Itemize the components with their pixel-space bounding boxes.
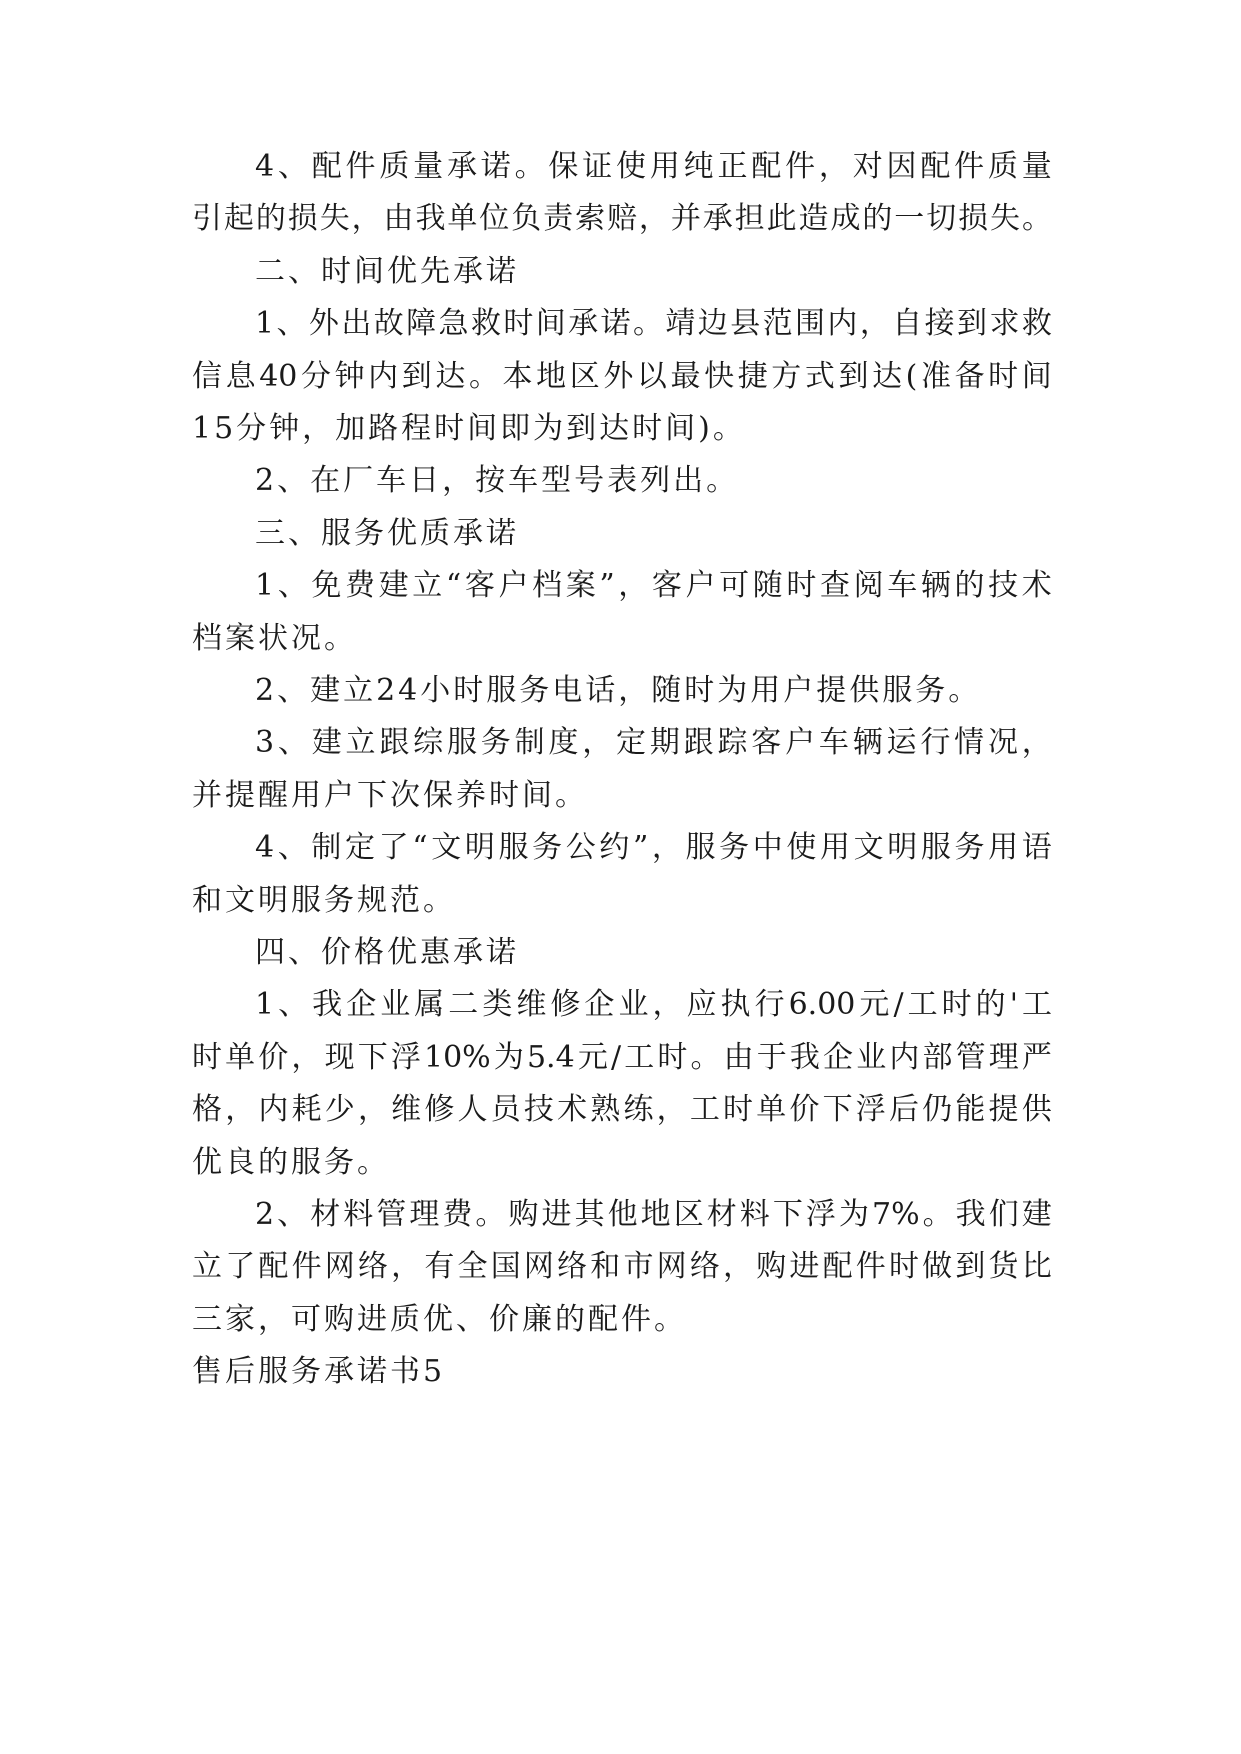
text-line: 三、服务优质承诺 xyxy=(255,515,519,551)
text-line: 2、建立24小时服务电话，随时为用户提供服务。 xyxy=(255,673,982,708)
text-line: 15分钟，加路程时间即为到达时间)。 xyxy=(192,411,746,446)
text-line: 格 ， 内 耗 少 ， 维 修 人 员 技 术 熟 练 ， 工 时 单 价 下 浮 后 仍 能 提 供 xyxy=(192,1092,1052,1128)
text-line: 2 、 材 料 管 理 费 。 购 进 其 他 地 区 材 料 下 浮 为 7% 。 我 们 建 xyxy=(255,1197,1052,1232)
text-line: 2、在厂车日，按车型号表列出。 xyxy=(255,463,740,499)
text-line: 4 、 配 件 质 量 承 诺 。 保 证 使 用 纯 正 配 件 ， 对 因 配 件 质 量 xyxy=(255,149,1052,184)
text-line: 和文明服务规范。 xyxy=(192,882,456,918)
text-line: 优良的服务。 xyxy=(192,1144,390,1180)
text-line: 引 起 的 损 失 ， 由 我 单 位 负 责 索 赔 ， 并 承 担 此 造 成 的 一 切 损 失 。 xyxy=(192,201,1052,237)
text-line: 1 、 我 企 业 属 二 类 维 修 企 业 ， 应 执 行 6.00 元 / 工 时 的 ' 工 xyxy=(255,987,1052,1023)
text-line: 1 、 外 出 故 障 急 救 时 间 承 诺 。 靖 边 县 范 围 内 ， 自 接 到 求 救 xyxy=(255,306,1052,342)
text-line: 立 了 配 件 网 络 ， 有 全 国 网 络 和 市 网 络 ， 购 进 配 件 时 做 到 货 比 xyxy=(192,1249,1052,1285)
text-line: 二、时间优先承诺 xyxy=(255,253,519,289)
text-line: 档案状况。 xyxy=(192,620,357,656)
text-line: 时 单 价 ， 现 下 浮 10% 为 5.4 元 / 工 时 。 由 于 我 企 业 内 部 管 理 严 xyxy=(192,1039,1052,1075)
text-line: 售后服务承诺书5 xyxy=(192,1354,446,1390)
text-line: 并提醒用户下次保养时间。 xyxy=(192,777,588,813)
text-line: 信 息 40 分 钟 内 到 达 。 本 地 区 外 以 最 快 捷 方 式 到 达 ( 准 备 时 间 xyxy=(192,358,1052,394)
text-line: 四、价格优惠承诺 xyxy=(255,935,519,970)
text-line: 3 、 建 立 跟 综 服 务 制 度 ， 定 期 跟 踪 客 户 车 辆 运 行 情 况 ， xyxy=(255,725,1052,761)
text-line: 三家，可购进质优、价廉的配件。 xyxy=(192,1301,687,1337)
text-line: 1 、 免 费 建 立 “ 客 户 档 案 ” ， 客 户 可 随 时 查 阅 车 辆 的 技 术 xyxy=(255,568,1052,604)
text-line: 4 、 制 定 了 “ 文 明 服 务 公 约 ” ， 服 务 中 使 用 文 明 服 务 用 语 xyxy=(255,830,1052,866)
